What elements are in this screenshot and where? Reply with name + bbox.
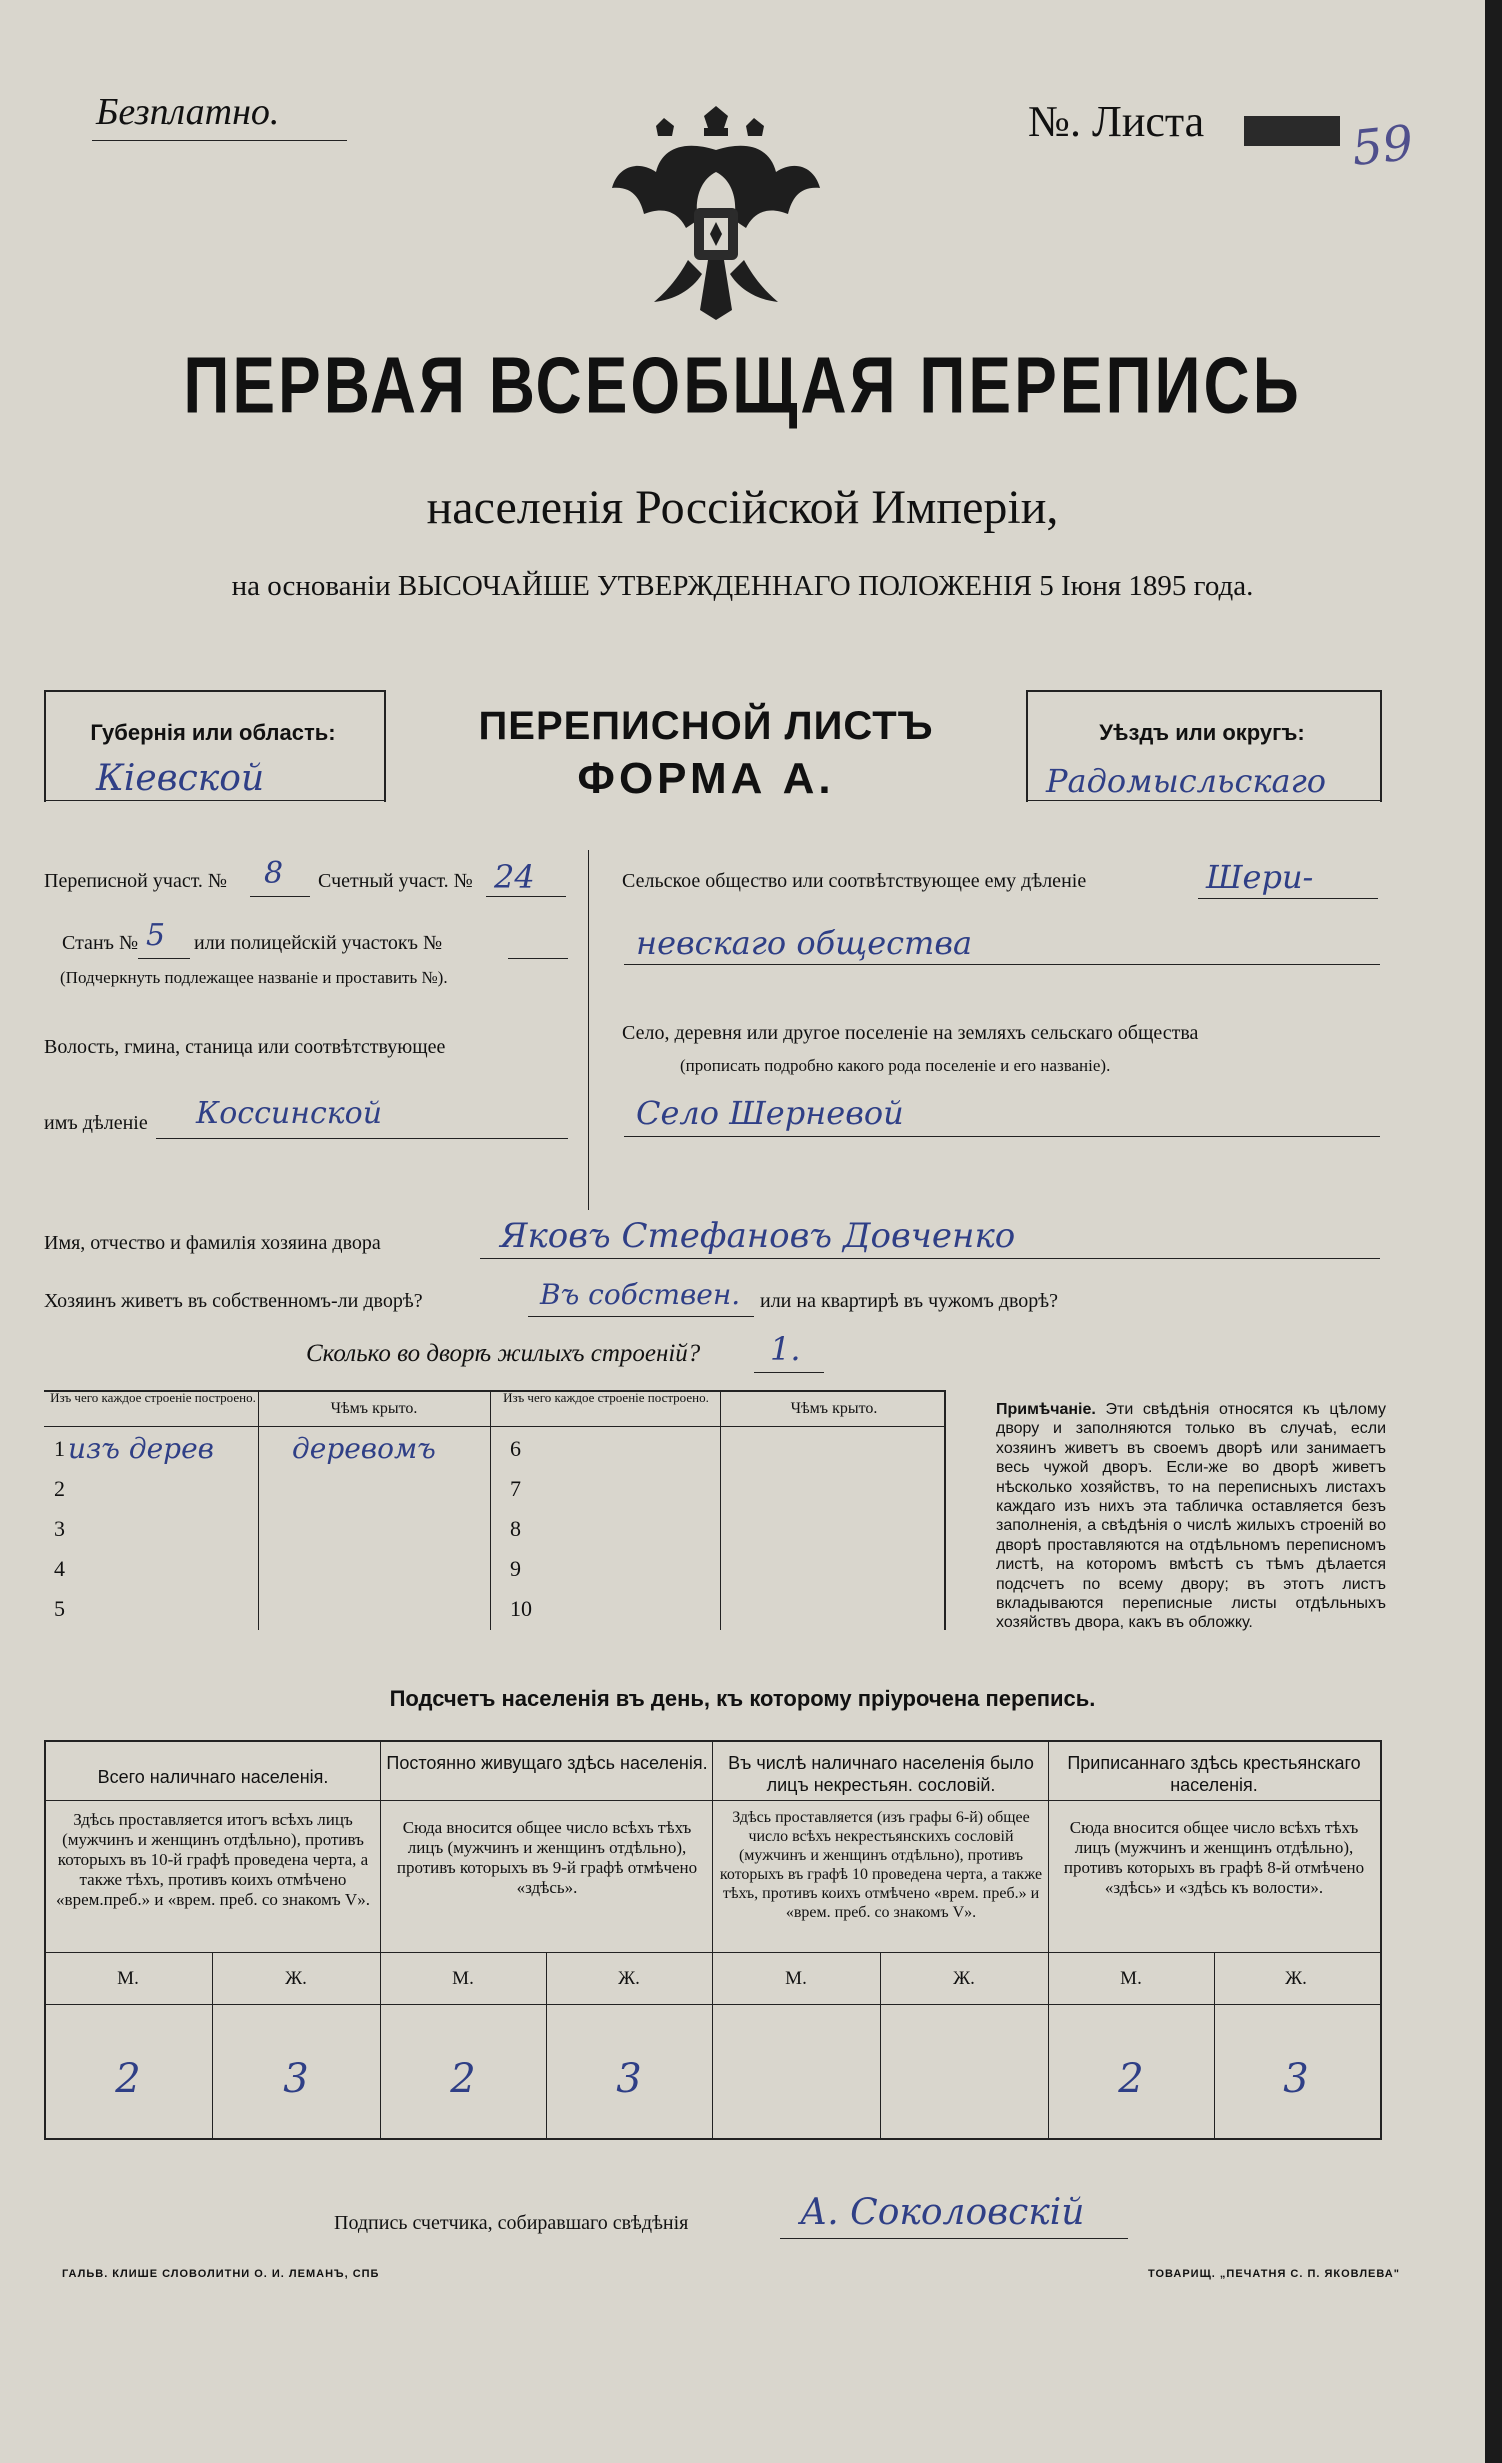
printer-left: ГАЛЬВ. КЛИШЕ СЛОВОЛИТНИ О. И. ЛЕМАНЪ, СПБ bbox=[62, 2268, 380, 2280]
free-label: Безплатно. bbox=[96, 91, 280, 133]
page-subtitle: населенія Россійской Имперіи, bbox=[426, 481, 1059, 534]
signature-label: Подпись счетчика, собиравшаго свѣдѣнія bbox=[334, 2212, 689, 2234]
count-col2-text: Сюда вносится общее число всѣхъ тѣхъ лицъ (мужчинъ и женщинъ отдѣльно), противъ которыхъ въ 9-й графѣ отмѣчено «здѣсь». bbox=[396, 1818, 698, 1897]
row-number: 8 bbox=[510, 1516, 521, 1541]
col-m-label: М. bbox=[1120, 1968, 1142, 1989]
volost-label: Волость, гмина, станица или соотвѣтствующее bbox=[44, 1036, 446, 1058]
col-zh-label: Ж. bbox=[953, 1968, 975, 1989]
count-col4-head: Приписаннаго здѣсь крестьянскаго населенія. bbox=[1067, 1753, 1361, 1795]
count-col3-text: Здѣсь проставляется (изъ графы 6-й) общее число всѣхъ некрестьянскихъ сословій (мужчинъ и женщинъ отдѣльно), противъ которыхъ въ графѣ 10 проведена черта, а также тѣхъ, противъ коихъ отмѣчено «врем. преб.» и «врем. преб. со знакомъ V». bbox=[719, 1809, 1043, 1921]
row1-roof: деревомъ bbox=[292, 1432, 436, 1465]
col-roof-right: Чѣмъ крыто. bbox=[790, 1400, 878, 1417]
col-m-label: М. bbox=[117, 1968, 139, 1989]
col-material-right: Изъ чего каждое строеніе построено. bbox=[503, 1390, 709, 1405]
page-title: ПЕРВАЯ ВСЕОБЩАЯ ПЕРЕПИСЬ bbox=[183, 340, 1302, 430]
col-material-left: Изъ чего каждое строеніе построено. bbox=[50, 1390, 256, 1405]
sheet-number-value: 59 bbox=[1349, 114, 1416, 178]
stan-note: (Подчеркнуть подлежащее названіе и проставить №). bbox=[60, 968, 448, 987]
sheet-number-label: №. Листа bbox=[1028, 97, 1205, 146]
count-value: 2 bbox=[450, 2056, 476, 2102]
column-divider bbox=[588, 850, 589, 1210]
society-label: Сельское общество или соотвѣтствующее ему дѣленіе bbox=[622, 870, 1087, 892]
perepis-label: Переписной участ. № bbox=[44, 870, 228, 892]
col-m-label: М. bbox=[785, 1968, 807, 1989]
schet-label: Счетный участ. № bbox=[318, 870, 473, 892]
col-zh-label: Ж. bbox=[285, 1968, 307, 1989]
count-col1-text: Здѣсь проставляется итогъ всѣхъ лицъ (мужчинъ и женщинъ отдѣльно), противъ которыхъ въ 10-й графѣ проведена черта, а также тѣхъ, противъ коихъ отмѣчено «врем.преб.» и «врем. преб. со знакомъ V». bbox=[56, 1810, 370, 1909]
owner-live-value: Въ собствен. bbox=[540, 1278, 741, 1311]
row-number: 7 bbox=[510, 1476, 521, 1501]
buildings-label: Сколько во дворѣ жилыхъ строеній? bbox=[306, 1340, 701, 1367]
owner-live-label: Хозяинъ живетъ въ собственномъ-ли дворѣ? bbox=[44, 1290, 423, 1312]
owner-apartment-label: или на квартирѣ въ чужомъ дворѣ? bbox=[760, 1290, 1059, 1312]
row-number: 9 bbox=[510, 1556, 521, 1581]
gubernia-value: Кіевской bbox=[96, 758, 265, 799]
row1-material: изъ дерев bbox=[68, 1432, 214, 1465]
stan-label: Станъ № bbox=[62, 932, 139, 954]
note-title: Примѣчаніе. bbox=[996, 1401, 1096, 1418]
count-value: 2 bbox=[115, 2056, 141, 2102]
delenie-label: имъ дѣленіе bbox=[44, 1112, 148, 1134]
signature-value: А. Соколовскій bbox=[800, 2192, 1085, 2233]
count-col4-text: Сюда вносится общее число всѣхъ тѣхъ лицъ (мужчинъ и женщинъ отдѣльно), противъ которыхъ въ графѣ 8-й отмѣчено «здѣсь» и «здѣсь къ волости». bbox=[1063, 1818, 1365, 1897]
form-title: ПЕРЕПИСНОЙ ЛИСТЪ bbox=[478, 704, 934, 748]
bleed-through-text bbox=[120, 180, 1370, 360]
count-value: 3 bbox=[1283, 2056, 1309, 2102]
schet-value: 24 bbox=[494, 858, 535, 896]
col-zh-label: Ж. bbox=[1285, 1968, 1307, 1989]
col-roof-left: Чѣмъ крыто. bbox=[330, 1400, 418, 1417]
row-number: 1 bbox=[54, 1436, 65, 1461]
village-value: Село Шерневой bbox=[636, 1094, 904, 1132]
society-value-2: невскаго общества bbox=[636, 924, 973, 962]
count-value: 2 bbox=[1118, 2056, 1144, 2102]
society-value-1: Шери- bbox=[1206, 858, 1314, 896]
printer-right: ТОВАРИЩ. „ПЕЧАТНЯ С. П. ЯКОВЛЕВА" bbox=[1148, 2268, 1400, 2280]
row-number: 2 bbox=[54, 1476, 65, 1501]
police-label: или полицейскій участокъ № bbox=[194, 932, 443, 954]
owner-name-value: Яковъ Стефановъ Довченко bbox=[500, 1216, 1016, 1256]
count-value: 3 bbox=[616, 2056, 642, 2102]
row-number: 4 bbox=[54, 1556, 65, 1581]
village-label: Село, деревня или другое поселеніе на земляхъ сельскаго общества bbox=[622, 1022, 1199, 1044]
gubernia-label: Губернія или область: bbox=[90, 720, 336, 745]
uezd-value: Радомысльскаго bbox=[1046, 762, 1327, 800]
stan-value: 5 bbox=[146, 918, 166, 953]
row-number: 10 bbox=[510, 1596, 532, 1621]
count-title: Подсчетъ населенія въ день, къ которому пріурочена перепись. bbox=[389, 1686, 1096, 1711]
count-col1-head: Всего наличнаго населенія. bbox=[97, 1767, 329, 1787]
owner-name-label: Имя, отчество и фамилія хозяина двора bbox=[44, 1232, 381, 1254]
village-note: (прописать подробно какого рода поселеніе и его названіе). bbox=[680, 1056, 1111, 1075]
uezd-label: Уѣздъ или округъ: bbox=[1099, 720, 1305, 745]
basis-line: на основаніи ВЫСОЧАЙШЕ УТВЕРЖДЕННАГО ПОЛОЖЕНІЯ 5 Іюня 1895 года. bbox=[231, 570, 1254, 602]
form-subtitle: ФОРМА А. bbox=[577, 754, 835, 803]
note-text: Эти свѣдѣнія относятся къ цѣлому двору и заполняются только въ случаѣ, если хозяинъ живетъ въ своемъ дворѣ или занимаетъ весь чужой дворъ. Если-же во дворѣ живетъ нѣсколько хозяйствъ, то на переписныхъ листахъ каждаго изъ нихъ эта табличка оставляется безъ заполненія, а свѣдѣнія о числѣ жилыхъ строеній во дворѣ проставляются на отдѣльномъ переписномъ листѣ, на которомъ вмѣстѣ съ тѣмъ дѣлается подсчетъ по всему двору; въ этотъ листъ вкладываются переписные листы отдѣльныхъ хозяйствъ двора, какъ въ обложку. bbox=[996, 1401, 1386, 1632]
col-zh-label: Ж. bbox=[618, 1968, 640, 1989]
buildings-note bbox=[996, 1400, 1386, 1633]
buildings-value: 1. bbox=[770, 1330, 801, 1368]
col-m-label: М. bbox=[452, 1968, 474, 1989]
row-number: 3 bbox=[54, 1516, 65, 1541]
sheet-number-redaction bbox=[1244, 116, 1340, 146]
count-col2-head: Постоянно живущаго здѣсь населенія. bbox=[386, 1753, 708, 1773]
delenie-value: Коссинской bbox=[196, 1096, 383, 1131]
count-col3-head: Въ числѣ наличнаго населенія было лицъ некрестьян. сословій. bbox=[728, 1753, 1034, 1795]
perepis-value: 8 bbox=[264, 856, 284, 891]
count-value: 3 bbox=[283, 2056, 309, 2102]
row-number: 6 bbox=[510, 1436, 521, 1461]
row-number: 5 bbox=[54, 1596, 65, 1621]
